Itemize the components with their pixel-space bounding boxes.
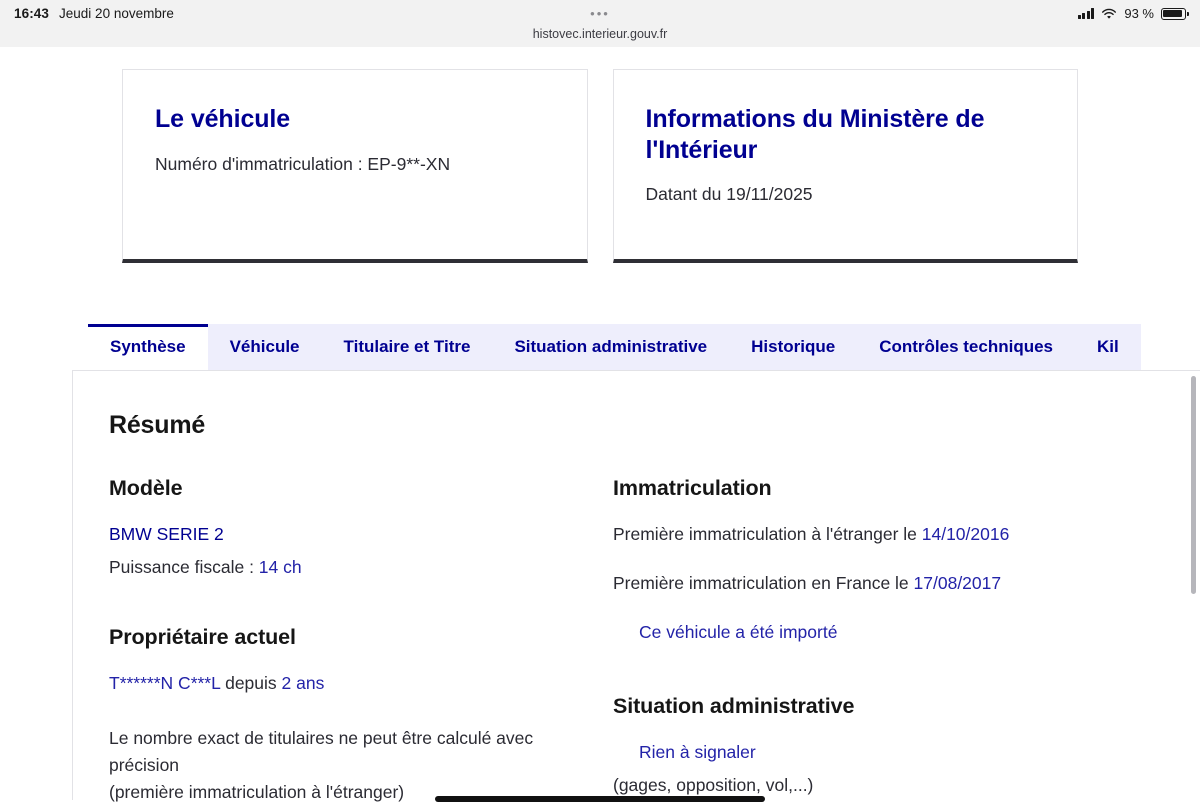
premiere-immat-etranger-date: 14/10/2016 — [921, 523, 1010, 544]
panel-column-right — [613, 476, 1164, 807]
titulaires-note — [109, 725, 593, 806]
browser-url-bar[interactable] — [0, 27, 1200, 47]
tab-panel-synthese — [72, 370, 1200, 803]
premiere-immat-france-label: Première immatriculation en France le — [613, 572, 914, 593]
panel-title: Résumé — [109, 410, 206, 439]
tab-historique[interactable]: Historique — [729, 324, 857, 370]
ministry-card-title: Informations du Ministère de l'Intérieur — [645, 105, 985, 164]
premiere-immat-france-date: 17/08/2017 — [913, 572, 1002, 593]
tab-situation-administrative[interactable]: Situation administrative — [492, 324, 729, 370]
situation-administrative-value: Rien à signaler — [639, 742, 756, 763]
battery-icon — [1161, 8, 1186, 20]
vehicle-card-title: Le véhicule — [155, 105, 291, 133]
situation-administrative-note: (gages, opposition, vol,...) — [613, 775, 814, 796]
status-bar — [0, 0, 1200, 27]
tab-bar — [0, 324, 1200, 370]
vehicule-importe-notice: Ce véhicule a été importé — [639, 621, 838, 642]
modele-heading: Modèle — [109, 475, 183, 500]
more-dots-icon[interactable]: ••• — [590, 6, 610, 21]
ministry-card-text: Datant du 19/11/2025 — [645, 184, 813, 204]
battery-percent-label: 93 % — [1124, 6, 1154, 21]
tab-controles-techniques[interactable]: Contrôles techniques — [857, 324, 1075, 370]
puissance-fiscale-value: 14 ch — [258, 556, 302, 577]
situation-administrative-heading: Situation administrative — [613, 694, 855, 719]
clock: 16:43 — [14, 6, 50, 21]
titulaires-note-line2: précision — [109, 755, 180, 776]
titulaires-note-line3: (première immatriculation à l'étranger) — [109, 782, 405, 803]
titulaires-note-line1: Le nombre exact de titulaires ne peut être calculé avec — [109, 728, 534, 749]
modele-value[interactable]: BMW SERIE 2 — [109, 523, 224, 544]
status-bar-right — [1078, 6, 1186, 21]
tab-kilometrage[interactable]: Kil — [1075, 324, 1141, 370]
wifi-icon — [1101, 8, 1117, 20]
panel-column-left — [109, 476, 613, 807]
puissance-fiscale-label: Puissance fiscale : — [109, 556, 259, 577]
tab-synthese[interactable]: Synthèse — [88, 324, 208, 370]
page-scrollbar[interactable] — [1191, 376, 1196, 594]
premiere-immat-etranger-label: Première immatriculation à l'étranger le — [613, 523, 922, 544]
tab-vehicule[interactable]: Véhicule — [208, 324, 322, 370]
ministry-card — [613, 69, 1079, 263]
immatriculation-heading: Immatriculation — [613, 475, 772, 500]
url-text: histovec.interieur.gouv.fr — [532, 27, 668, 41]
vehicle-card-text: Numéro d'immatriculation : EP-9**-XN — [155, 153, 451, 174]
panel-columns — [109, 476, 1164, 807]
proprietaire-row — [109, 670, 593, 697]
status-bar-left — [14, 6, 174, 21]
home-indicator[interactable] — [435, 796, 765, 802]
page-content — [0, 69, 1200, 810]
premiere-immat-etranger-row — [613, 521, 1164, 548]
vehicle-card — [122, 69, 588, 263]
tab-overview-dots-container — [0, 6, 1200, 21]
premiere-immat-france-row — [613, 570, 1164, 597]
tab-titulaire-et-titre[interactable]: Titulaire et Titre — [322, 324, 493, 370]
proprietaire-name: T******N C***L — [109, 672, 221, 693]
cellular-signal-icon — [1078, 8, 1095, 19]
summary-cards — [0, 69, 1200, 263]
proprietaire-since-label: depuis — [220, 672, 282, 693]
proprietaire-heading: Propriétaire actuel — [109, 624, 296, 649]
proprietaire-since-value: 2 ans — [281, 672, 325, 693]
date-label: Jeudi 20 novembre — [59, 6, 174, 21]
puissance-fiscale-row — [109, 554, 593, 581]
